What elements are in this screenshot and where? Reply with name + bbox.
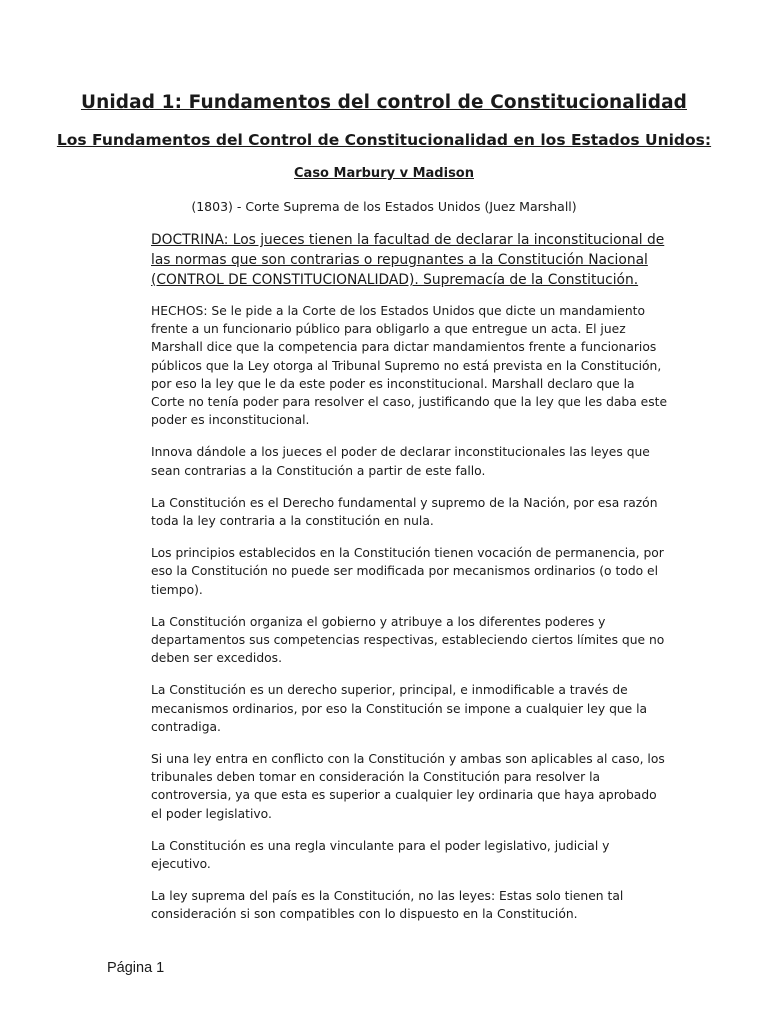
case-meta: (1803) - Corte Suprema de los Estados Unidos (Juez Marshall) [191, 199, 577, 214]
body-paragraph: Si una ley entra en conflicto con la Constitución y ambas son aplicables al caso, los tribunales deben tomar en consideración la Constitución para resolver la controversia, ya que esta es superior a cualquier ley ordinaria que haya aprobado el poder legislativo. [151, 752, 665, 821]
document-title: Unidad 1: Fundamentos del control de Constitucionalidad [80, 92, 688, 113]
body-text [151, 302, 671, 938]
body-paragraph: La Constitución es una regla vinculante para el poder legislativo, judicial y ejecutivo. [151, 838, 610, 872]
hechos-paragraph: HECHOS: Se le pide a la Corte de los Estados Unidos que dicte un mandamiento frente a un funcionario público para obligarlo a que entregue un acta. El juez Marshall dice que la competencia para dictar mandamientos frente a funcionarios públicos que la Ley otorga al Tribunal Supremo no está prevista en la Constitución, por eso la ley que le da este poder es inconstitucional. Marshall declaro que la Corte no tenía poder para resolver el caso, justificando que la ley que les daba este poder es inconstitucional. [151, 304, 668, 428]
body-paragraph: Los principios establecidos en la Constitución tienen vocación de permanencia, por eso la Constitución no puede ser modificada por mecanismos ordinarios (o todo el tiempo). [151, 546, 664, 597]
body-paragraph: La ley suprema del país es la Constitución, no las leyes: Estas solo tienen tal consideración si son compatibles con lo dispuesto en la Constitución. [151, 889, 624, 922]
case-title: Caso Marbury v Madison [294, 166, 474, 181]
body-paragraph: La Constitución organiza el gobierno y atribuye a los diferentes poderes y departamentos sus competencias respectivas, estableciendo ciertos límites que no deben ser excedidos. [151, 614, 665, 666]
body-paragraph: Innova dándole a los jueces el poder de declarar inconstitucionales las leyes que sean contrarias a la Constitución a partir de este fallo. [151, 445, 650, 478]
doctrina-paragraph: DOCTRINA: Los jueces tienen la facultad de declarar la inconstitucional de las normas que son contrarias o repugnantes a la Constitución Nacional (CONTROL DE CONSTITUCIONALIDAD). Supremacía de la Constitución. [151, 232, 665, 288]
page-number: Página 1 [107, 960, 165, 976]
section-subtitle: Los Fundamentos del Control de Constitucionalidad en los Estados Unidos: [56, 131, 712, 149]
body-paragraph: La Constitución es el Derecho fundamental y supremo de la Nación, por esa razón toda la ley contraria a la constitución en nula. [151, 495, 658, 529]
body-paragraph: La Constitución es un derecho superior, principal, e inmodificable a través de mecanismos ordinarios, por eso la Constitución se impone a cualquier ley que la contradiga. [151, 683, 648, 734]
